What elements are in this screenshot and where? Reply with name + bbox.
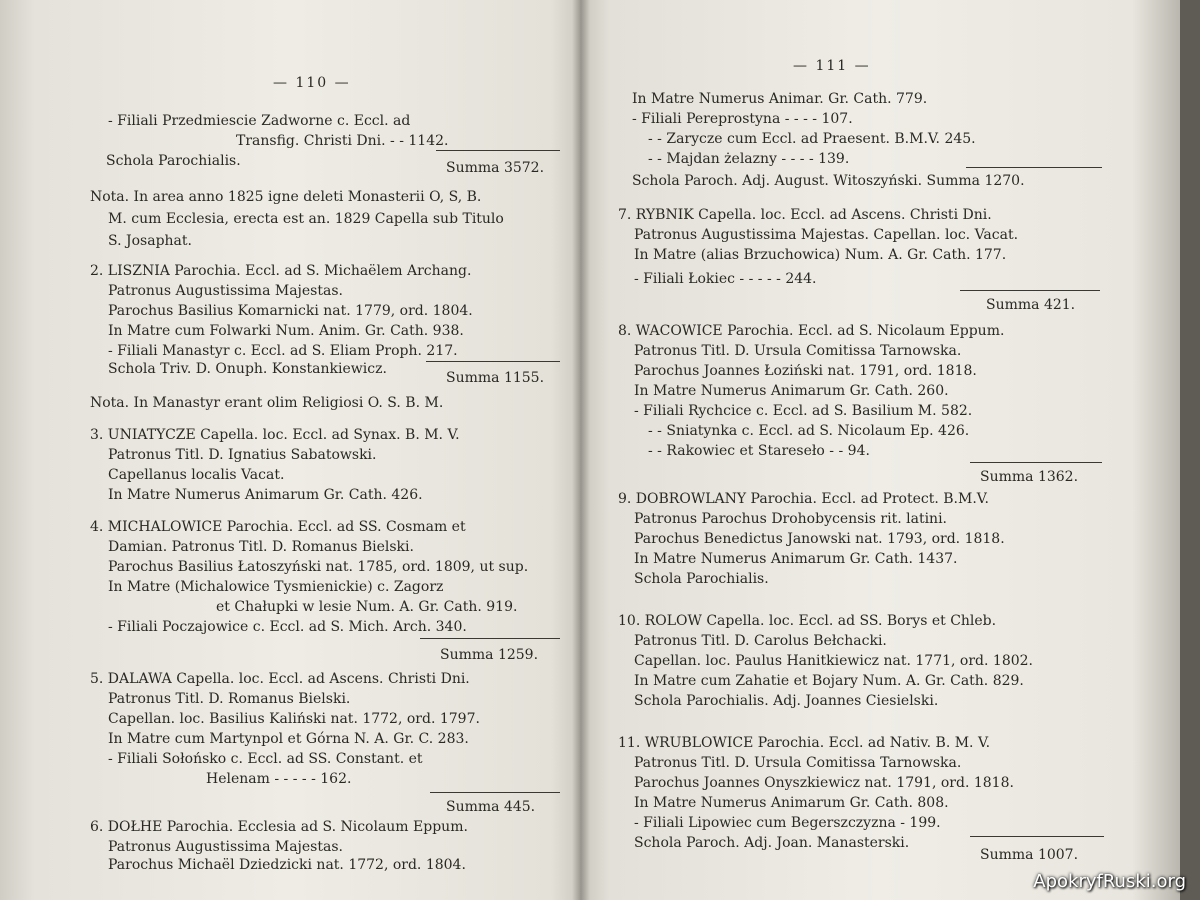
text-line: In Matre cum Martynpol et Górna N. A. Gr. C. 283.: [108, 731, 469, 747]
sum-rule: [970, 462, 1102, 463]
text-line: - Filiali Poczajowice c. Eccl. ad S. Mich. Arch. 340.: [108, 619, 467, 635]
text-line: Schola Triv. D. Onuph. Konstankiewicz.: [108, 361, 387, 377]
text-line: In Matre Numerus Animar. Gr. Cath. 779.: [632, 91, 928, 107]
page-number: — 111 —: [793, 58, 871, 74]
text-line: Schola Paroch. Adj. August. Witoszyński. Summa 1270.: [632, 173, 1025, 189]
text-line: Patronus Parochus Drohobycensis rit. latini.: [634, 511, 947, 527]
text-line: M. cum Ecclesia, erecta est an. 1829 Capella sub Titulo: [108, 211, 504, 227]
text-line: Patronus Titl. D. Ursula Comitissa Tarnowska.: [634, 343, 962, 359]
summa-total: Summa 421.: [986, 297, 1076, 313]
text-line: Schola Parochialis.: [106, 153, 241, 169]
left-page: [0, 0, 580, 900]
text-line: Capellanus localis Vacat.: [108, 467, 285, 483]
text-line: Parochus Joannes Łoziński nat. 1791, ord. 1818.: [634, 363, 977, 379]
text-line: In Matre Numerus Animarum Gr. Cath. 808.: [634, 795, 949, 811]
text-line: Patronus Augustissima Majestas.: [108, 283, 343, 299]
text-line: Patronus Titl. D. Romanus Bielski.: [108, 691, 351, 707]
text-line: Patronus Titl. D. Ignatius Sabatowski.: [108, 447, 377, 463]
text-line: Parochus Basilius Łatoszyński nat. 1785, ord. 1809, ut sup.: [108, 559, 529, 575]
text-line: Schola Parochialis.: [634, 571, 769, 587]
text-line: In Matre cum Zahatie et Bojary Num. A. Gr. Cath. 829.: [634, 673, 1024, 689]
text-line: - Filiali Manastyr c. Eccl. ad S. Eliam Proph. 217.: [108, 343, 458, 359]
sum-rule: [966, 167, 1102, 168]
text-line: Patronus Titl. D. Carolus Bełchacki.: [634, 633, 887, 649]
text-line: - - Majdan żelazny - - - - 139.: [648, 151, 850, 167]
sum-rule: [436, 150, 560, 151]
summa-total: Summa 1362.: [980, 469, 1079, 485]
book-gutter: [572, 0, 590, 900]
text-line: Patronus Augustissima Majestas. Capellan. loc. Vacat.: [634, 227, 1019, 243]
text-line: - Filiali Łokiec - - - - - 244.: [634, 271, 817, 287]
text-line: Schola Parochialis. Adj. Joannes Ciesielski.: [634, 693, 939, 709]
text-line: Schola Paroch. Adj. Joan. Manasterski.: [634, 835, 910, 851]
summa-total: Summa 1155.: [446, 370, 545, 386]
text-line: Capellan. loc. Basilius Kaliński nat. 1772, ord. 1797.: [108, 711, 480, 727]
text-line: In Matre Numerus Animarum Gr. Cath. 260.: [634, 383, 949, 399]
text-line: Parochus Michaël Dziedzicki nat. 1772, ord. 1804.: [108, 857, 466, 873]
text-line: Helenam - - - - - 162.: [206, 771, 352, 787]
sum-rule: [420, 638, 560, 639]
entry-heading: 3. UNIATYCZE Capella. loc. Eccl. ad Synax. B. M. V.: [90, 427, 460, 443]
sum-rule: [960, 290, 1100, 291]
entry-heading: 2. LISZNIA Parochia. Eccl. ad S. Michaëlem Archang.: [90, 263, 472, 279]
summa-total: Summa 1007.: [980, 847, 1079, 863]
text-line: S. Josaphat.: [108, 233, 192, 249]
entry-heading: 11. WRUBLOWICE Parochia. Eccl. ad Nativ. B. M. V.: [618, 735, 991, 751]
text-line: Transfig. Christi Dni. - - 1142.: [236, 133, 449, 149]
text-line: - Filiali Pereprostyna - - - - 107.: [632, 111, 853, 127]
summa-total: Summa 445.: [446, 799, 536, 815]
watermark: ApokryfRuski.org: [1033, 871, 1186, 892]
sum-rule: [970, 836, 1104, 837]
summa-total: Summa 3572.: [446, 160, 545, 176]
text-line: In Matre (Michalowice Tysmienickie) c. Zagorz: [108, 579, 444, 595]
text-line: Parochus Benedictus Janowski nat. 1793, ord. 1818.: [634, 531, 1005, 547]
entry-heading: 8. WACOWICE Parochia. Eccl. ad S. Nicolaum Eppum.: [618, 323, 1005, 339]
entry-heading: 7. RYBNIK Capella. loc. Eccl. ad Ascens. Christi Dni.: [618, 207, 992, 223]
sum-rule: [426, 361, 560, 362]
text-line: Patronus Augustissima Majestas.: [108, 839, 343, 855]
entry-heading: 9. DOBROWLANY Parochia. Eccl. ad Protect. B.M.V.: [618, 491, 989, 507]
summa-total: Summa 1259.: [440, 647, 539, 663]
text-line: In Matre Numerus Animarum Gr. Cath. 1437.: [634, 551, 958, 567]
text-line: Parochus Basilius Komarnicki nat. 1779, ord. 1804.: [108, 303, 473, 319]
text-line: - - Rakowiec et Stareseło - - 94.: [648, 443, 870, 459]
text-line: Nota. In area anno 1825 igne deleti Monasterii O, S, B.: [90, 189, 482, 205]
text-line: et Chałupki w lesie Num. A. Gr. Cath. 919.: [216, 599, 518, 615]
text-line: - Filiali Lipowiec cum Begerszczyzna - 199.: [634, 815, 941, 831]
text-line: - - Zarycze cum Eccl. ad Praesent. B.M.V. 245.: [648, 131, 976, 147]
entry-heading: 6. DOŁHE Parochia. Ecclesia ad S. Nicolaum Eppum.: [90, 819, 468, 835]
text-line: In Matre cum Folwarki Num. Anim. Gr. Cath. 938.: [108, 323, 464, 339]
right-page: [580, 0, 1180, 900]
entry-heading: 4. MICHALOWICE Parochia. Eccl. ad SS. Cosmam et: [90, 519, 466, 535]
text-line: Capellan. loc. Paulus Hanitkiewicz nat. 1771, ord. 1802.: [634, 653, 1033, 669]
text-line: - Filiali Przedmiescie Zadworne c. Eccl. ad: [108, 113, 411, 129]
entry-heading: 5. DALAWA Capella. loc. Eccl. ad Ascens. Christi Dni.: [90, 671, 470, 687]
text-line: Patronus Titl. D. Ursula Comitissa Tarnowska.: [634, 755, 962, 771]
text-line: Parochus Joannes Onyszkiewicz nat. 1791, ord. 1818.: [634, 775, 1014, 791]
entry-heading: 10. ROLOW Capella. loc. Eccl. ad SS. Borys et Chleb.: [618, 613, 997, 629]
page-number: — 110 —: [273, 75, 351, 91]
text-line: Damian. Patronus Titl. D. Romanus Bielski.: [108, 539, 414, 555]
text-line: - - Sniatynka c. Eccl. ad S. Nicolaum Ep. 426.: [648, 423, 970, 439]
sum-rule: [430, 792, 560, 793]
text-line: - Filiali Sołońsko c. Eccl. ad SS. Constant. et: [108, 751, 423, 767]
text-line: - Filiali Rychcice c. Eccl. ad S. Basilium M. 582.: [634, 403, 973, 419]
text-line: Nota. In Manastyr erant olim Religiosi O. S. B. M.: [90, 395, 444, 411]
text-line: In Matre Numerus Animarum Gr. Cath. 426.: [108, 487, 423, 503]
text-line: In Matre (alias Brzuchowica) Num. A. Gr. Cath. 177.: [634, 247, 1007, 263]
